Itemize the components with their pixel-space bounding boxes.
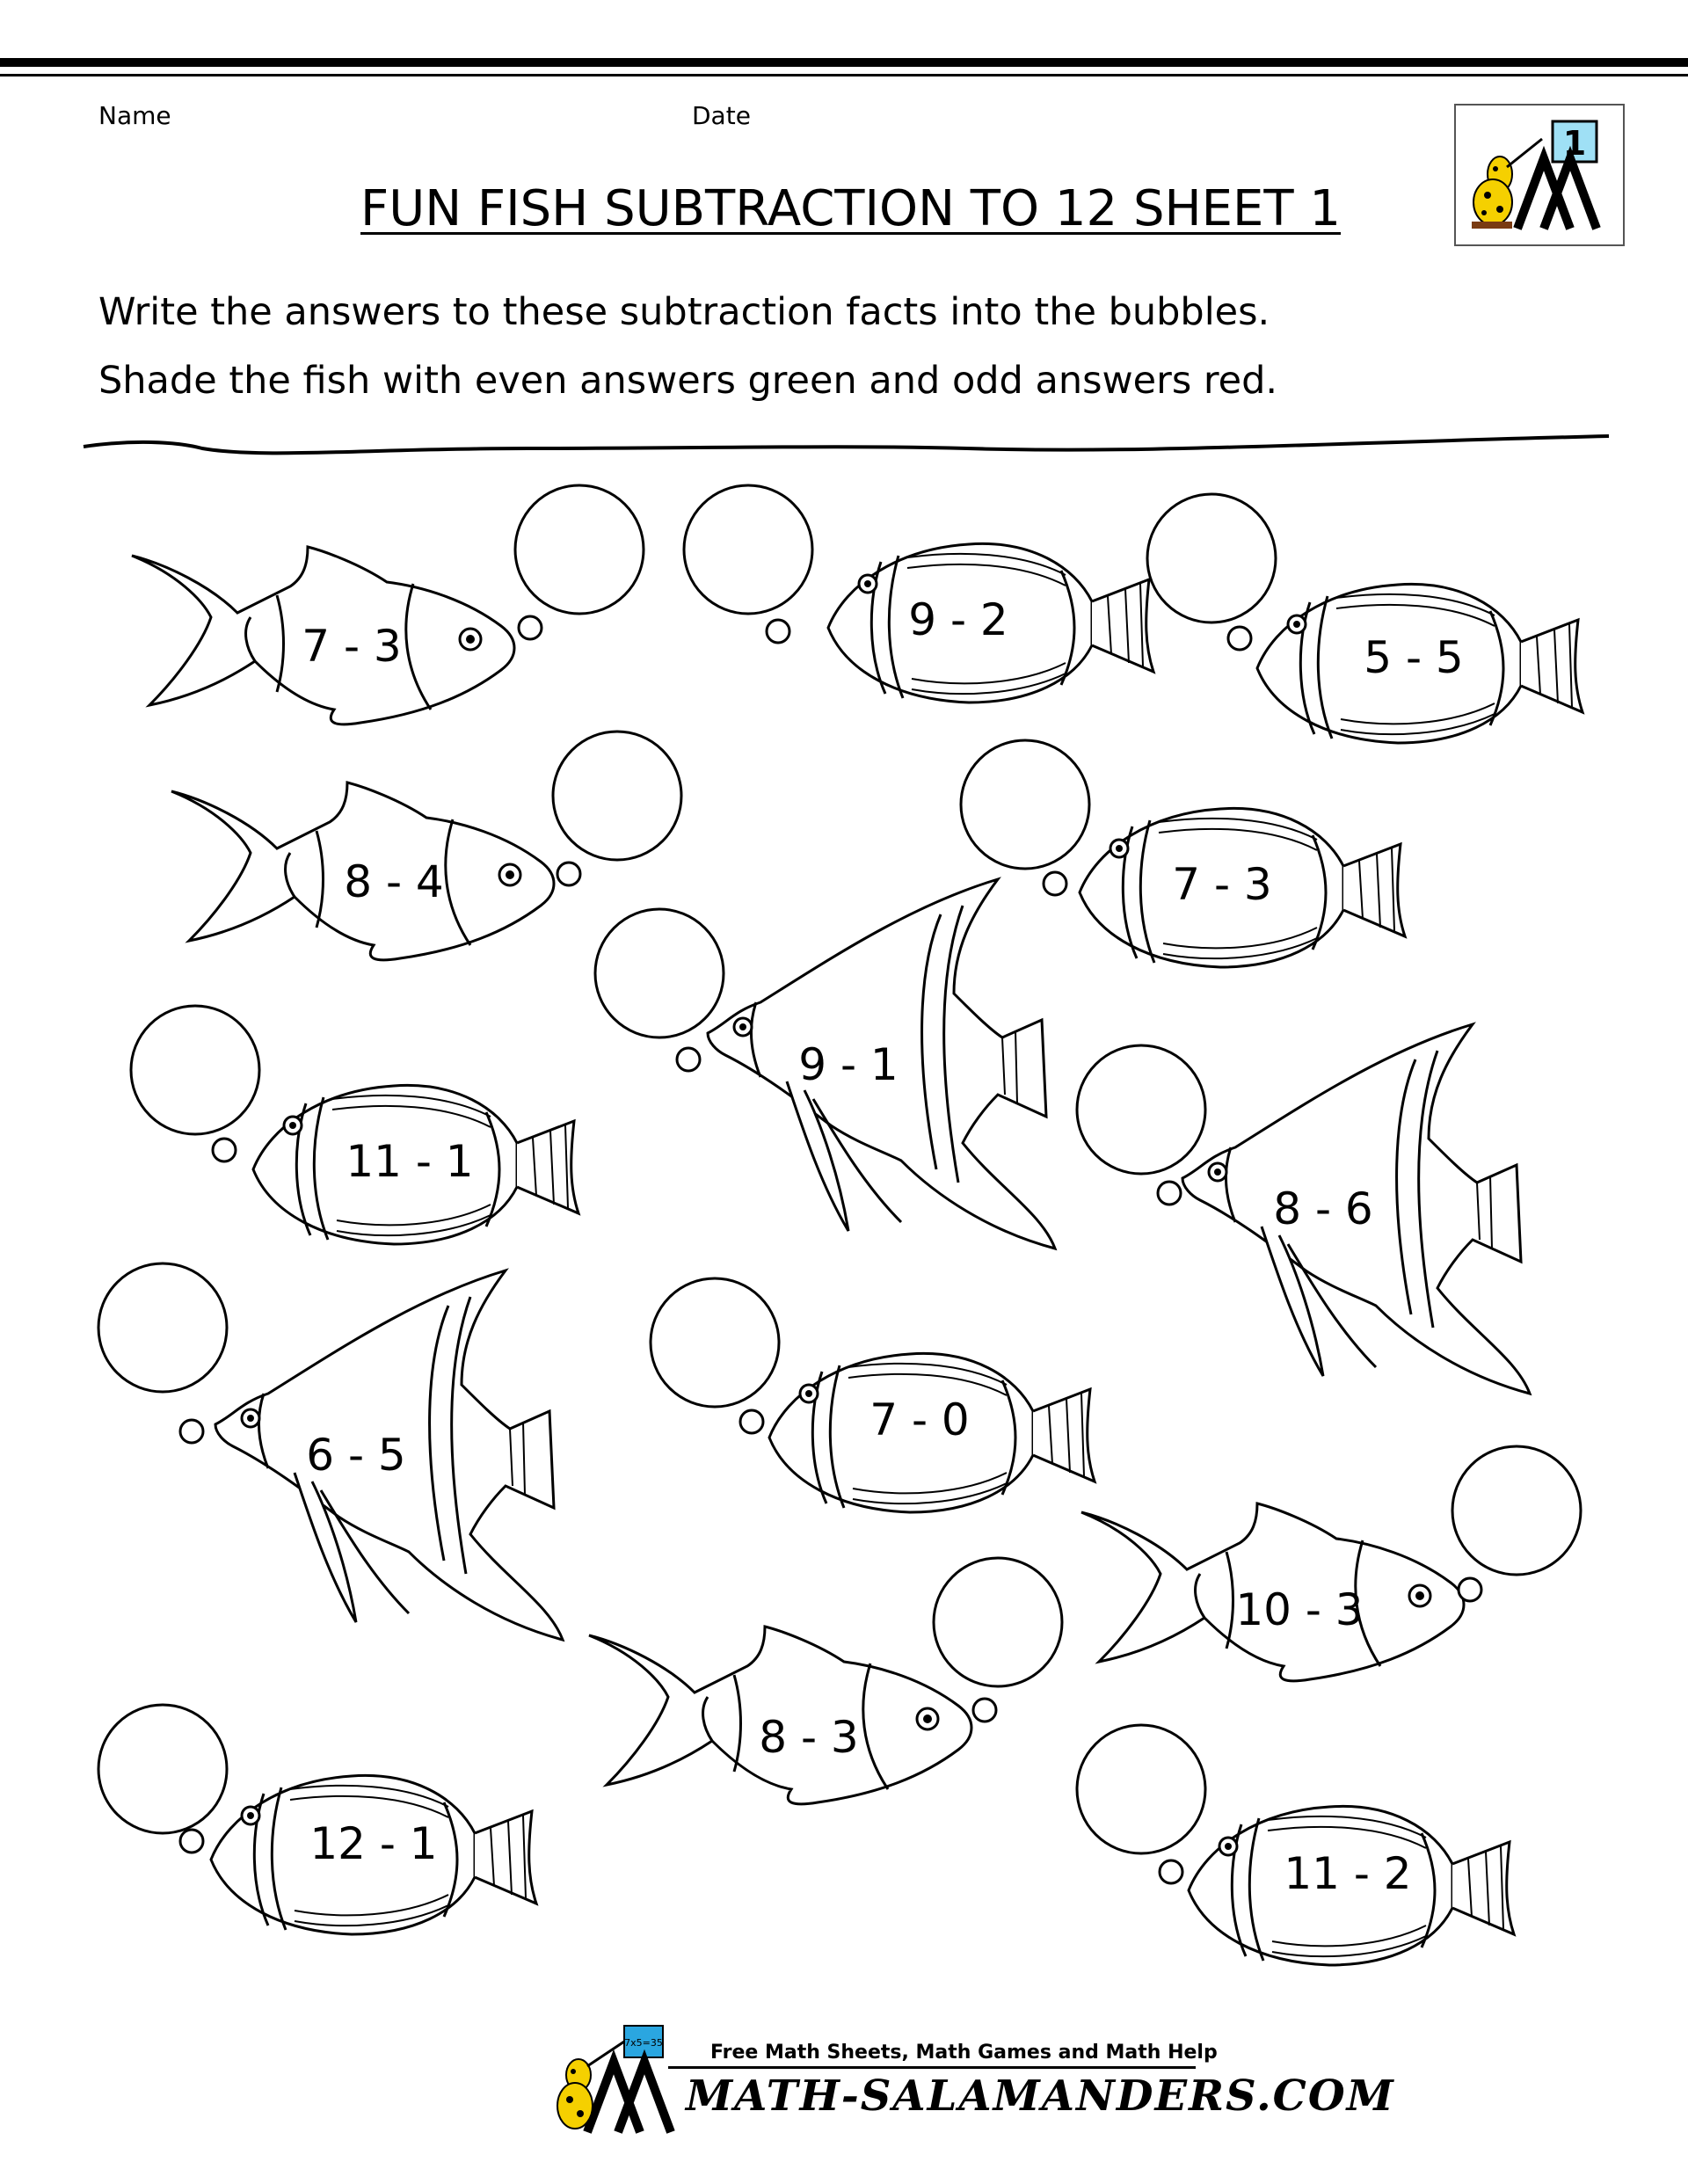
footer-logo <box>552 2022 684 2137</box>
fish-angel <box>1077 1024 1530 1394</box>
fish-round <box>1077 1725 1514 1965</box>
fish-round <box>684 485 1153 703</box>
fish-round <box>98 1705 536 1934</box>
fish-angel <box>98 1263 563 1640</box>
subtraction-fact: 11 - 2 <box>1284 1848 1412 1899</box>
fish-slim <box>589 1558 1062 1804</box>
fish-round <box>651 1278 1095 1512</box>
footer-tagline: Free Math Sheets, Math Games and Math Help <box>710 2042 1218 2064</box>
fish-slim <box>1081 1446 1581 1681</box>
answer-bubble[interactable] <box>595 909 724 1037</box>
subtraction-fact: 9 - 2 <box>908 594 1008 645</box>
fish-round <box>961 740 1405 967</box>
subtraction-fact: 7 - 3 <box>302 621 402 672</box>
footer-brand[interactable]: MATH-SALAMANDERS.COM <box>686 2071 1395 2121</box>
answer-bubble[interactable] <box>1147 494 1276 622</box>
name-label: Name <box>98 101 171 130</box>
subtraction-fact: 6 - 5 <box>306 1430 406 1481</box>
subtraction-fact: 8 - 6 <box>1273 1183 1373 1234</box>
fish-round <box>131 1006 578 1244</box>
subtraction-fact: 8 - 3 <box>759 1712 859 1763</box>
salamander-footer-icon <box>552 2022 684 2137</box>
answer-bubble[interactable] <box>1452 1446 1581 1575</box>
page-title: FUN FISH SUBTRACTION TO 12 SHEET 1 <box>360 180 1341 237</box>
answer-bubble[interactable] <box>98 1705 227 1833</box>
subtraction-fact: 11 - 1 <box>346 1136 474 1187</box>
answer-bubble[interactable] <box>934 1558 1062 1686</box>
answer-bubble[interactable] <box>1077 1045 1205 1174</box>
subtraction-fact: 9 - 1 <box>798 1039 899 1090</box>
answer-bubble[interactable] <box>553 732 681 860</box>
subtraction-fact: 12 - 1 <box>309 1818 438 1869</box>
footer-divider <box>668 2066 1196 2069</box>
answer-bubble[interactable] <box>131 1006 259 1134</box>
instruction-line-2: Shade the fish with even answers green and odd answers red. <box>98 359 1278 403</box>
subtraction-fact: 5 - 5 <box>1364 632 1464 683</box>
subtraction-fact: 10 - 3 <box>1235 1584 1364 1635</box>
fish-slim <box>132 485 644 724</box>
instruction-line-1: Write the answers to these subtraction facts into the bubbles. <box>98 290 1270 334</box>
answer-bubble[interactable] <box>515 485 644 614</box>
footer-sign-text: 7x5=35 <box>624 2037 663 2049</box>
answer-bubble[interactable] <box>1077 1725 1205 1853</box>
answer-bubble[interactable] <box>961 740 1089 869</box>
fish-angel <box>595 879 1055 1249</box>
answer-bubble[interactable] <box>651 1278 779 1407</box>
subtraction-fact: 8 - 4 <box>344 856 444 907</box>
subtraction-fact: 7 - 3 <box>1172 859 1272 910</box>
subtraction-fact: 7 - 0 <box>869 1394 970 1445</box>
fish-slim <box>171 732 681 960</box>
answer-bubble[interactable] <box>98 1263 227 1392</box>
level-number: 1 <box>1562 124 1587 163</box>
answer-bubble[interactable] <box>684 485 812 614</box>
date-label: Date <box>692 101 751 130</box>
fish-round <box>1147 494 1582 743</box>
